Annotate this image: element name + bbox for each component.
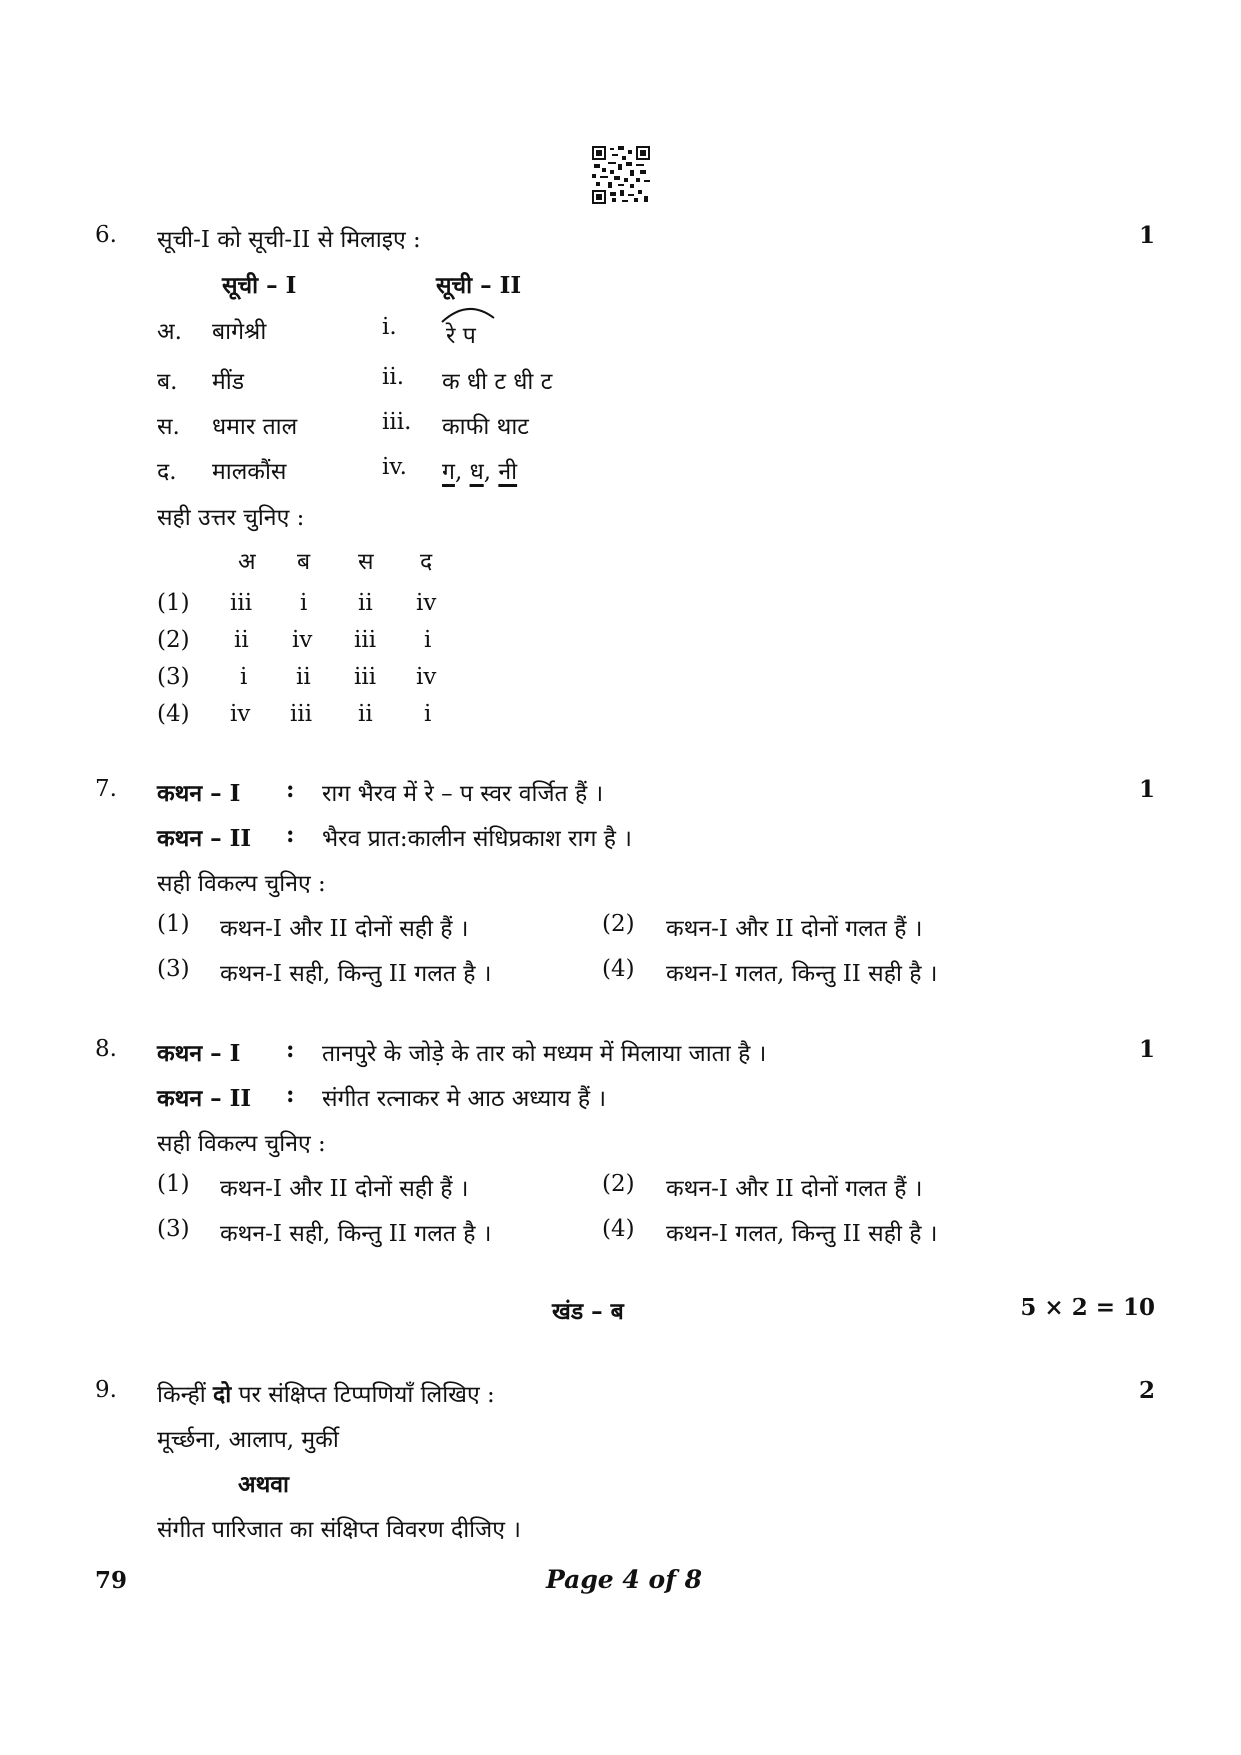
- option-value: i: [424, 627, 432, 653]
- list-1-header: सूची – I: [222, 272, 297, 299]
- option-text: कथन-I और II दोनों सही हैं ।: [220, 1176, 469, 1202]
- page-number: Page 4 of 8: [546, 1565, 703, 1594]
- option-label: (4): [602, 956, 635, 982]
- list-1-item: धमार ताल: [212, 414, 298, 440]
- choose-prompt: सही विकल्प चुनिए :: [157, 1131, 326, 1157]
- option-label: (3): [157, 1216, 190, 1242]
- statement-1-text: तानपुरे के जोड़े के तार को मध्यम में मिलाया जाता है ।: [322, 1041, 767, 1067]
- list-2-item-meend: रे प: [446, 323, 476, 349]
- option-value: ii: [358, 701, 373, 727]
- option-value: iii: [354, 664, 377, 690]
- swar-dha: ध: [469, 459, 484, 485]
- option-value: iv: [416, 590, 437, 616]
- statement-1-text: राग भैरव में रे – प स्वर वर्जित हैं ।: [322, 781, 604, 807]
- option-text: कथन-I और II दोनों गलत हैं ।: [666, 916, 923, 942]
- option-value: iii: [230, 590, 253, 616]
- statement-2-label: कथन – II: [157, 1085, 252, 1112]
- statement-2-text: भैरव प्रात:कालीन संधिप्रकाश राग है ।: [322, 826, 633, 852]
- answer-header: अ: [238, 549, 256, 575]
- swar-ni: नी: [498, 459, 518, 485]
- question-6-marks: 1: [1138, 222, 1155, 249]
- option-label: (4): [157, 701, 190, 727]
- list-2-key: iii.: [382, 409, 412, 435]
- option-label: (3): [157, 664, 190, 690]
- option-text: कथन-I और II दोनों सही हैं ।: [220, 916, 469, 942]
- answer-header: द: [420, 549, 433, 575]
- question-6-number: 6.: [95, 222, 117, 248]
- option-text: कथन-I सही, किन्तु II गलत है ।: [220, 1221, 492, 1247]
- list-2-item-komal-swars: ग, ध, नी: [442, 459, 518, 485]
- answer-header: स: [358, 549, 374, 575]
- option-text: कथन-I और II दोनों गलत हैं ।: [666, 1176, 923, 1202]
- option-label: (2): [602, 1171, 635, 1197]
- statement-2-label: कथन – II: [157, 825, 252, 852]
- list-1-item: मींड: [212, 369, 245, 395]
- statement-colon: :: [286, 776, 295, 803]
- statement-colon: :: [286, 821, 295, 848]
- option-value: iv: [292, 627, 313, 653]
- list-1-key: द.: [157, 459, 177, 485]
- option-value: iii: [290, 701, 313, 727]
- list-2-key: iv.: [382, 454, 407, 480]
- option-value: i: [300, 590, 308, 616]
- list-1-key: अ.: [157, 319, 182, 345]
- question-8-marks: 1: [1138, 1036, 1155, 1063]
- statement-2-text: संगीत रत्नाकर मे आठ अध्याय हैं ।: [322, 1086, 607, 1112]
- question-9-number: 9.: [95, 1377, 117, 1403]
- answer-header: ब: [297, 549, 311, 575]
- option-label: (1): [157, 590, 190, 616]
- option-value: iv: [416, 664, 437, 690]
- option-label: (1): [157, 911, 190, 937]
- statement-colon: :: [286, 1081, 295, 1108]
- question-7-number: 7.: [95, 776, 117, 802]
- option-label: (2): [157, 627, 190, 653]
- or-label: अथवा: [238, 1471, 290, 1498]
- option-value: ii: [358, 590, 373, 616]
- list-2-key: i.: [382, 314, 397, 340]
- option-label: (1): [157, 1171, 190, 1197]
- option-text: कथन-I गलत, किन्तु II सही है ।: [666, 1221, 938, 1247]
- option-text: कथन-I गलत, किन्तु II सही है ।: [666, 961, 938, 987]
- choose-prompt: सही विकल्प चुनिए :: [157, 871, 326, 897]
- option-text: कथन-I सही, किन्तु II गलत है ।: [220, 961, 492, 987]
- option-label: (2): [602, 911, 635, 937]
- question-7-marks: 1: [1138, 776, 1155, 803]
- section-marks: 5 × 2 = 10: [1020, 1294, 1155, 1321]
- question-8-number: 8.: [95, 1036, 117, 1062]
- option-value: ii: [234, 627, 249, 653]
- list-1-key: स.: [157, 414, 180, 440]
- option-value: iii: [354, 627, 377, 653]
- list-2-item: क धी ट धी ट: [442, 369, 553, 395]
- statement-1-label: कथन – I: [157, 1040, 241, 1067]
- question-6-text: सूची-I को सूची-II से मिलाइए :: [157, 227, 421, 253]
- question-9-alternative: संगीत पारिजात का संक्षिप्त विवरण दीजिए ।: [157, 1517, 521, 1543]
- paper-code: 79: [95, 1567, 128, 1594]
- section-title: खंड – ब: [552, 1298, 624, 1325]
- option-label: (4): [602, 1216, 635, 1242]
- list-2-item: काफी थाट: [442, 414, 529, 440]
- answer-prompt: सही उत्तर चुनिए :: [157, 505, 305, 531]
- question-9-marks: 2: [1138, 1377, 1155, 1404]
- meend-arc-icon: [438, 304, 498, 324]
- statement-colon: :: [286, 1036, 295, 1063]
- swar-ga: ग: [442, 459, 455, 485]
- qr-code-icon: [592, 146, 650, 204]
- question-9-topics: मूर्च्छना, आलाप, मुर्की: [157, 1427, 339, 1453]
- list-1-item: मालकौंस: [212, 459, 287, 485]
- option-value: ii: [296, 664, 311, 690]
- list-1-item: बागेश्री: [212, 319, 267, 345]
- list-1-key: ब.: [157, 369, 178, 395]
- option-label: (3): [157, 956, 190, 982]
- list-2-header: सूची – II: [436, 272, 522, 299]
- option-value: i: [240, 664, 248, 690]
- option-value: i: [424, 701, 432, 727]
- statement-1-label: कथन – I: [157, 780, 241, 807]
- question-9-text: किन्हीं दो पर संक्षिप्त टिप्पणियाँ लिखिए :: [157, 1381, 495, 1408]
- list-2-key: ii.: [382, 364, 405, 390]
- option-value: iv: [230, 701, 251, 727]
